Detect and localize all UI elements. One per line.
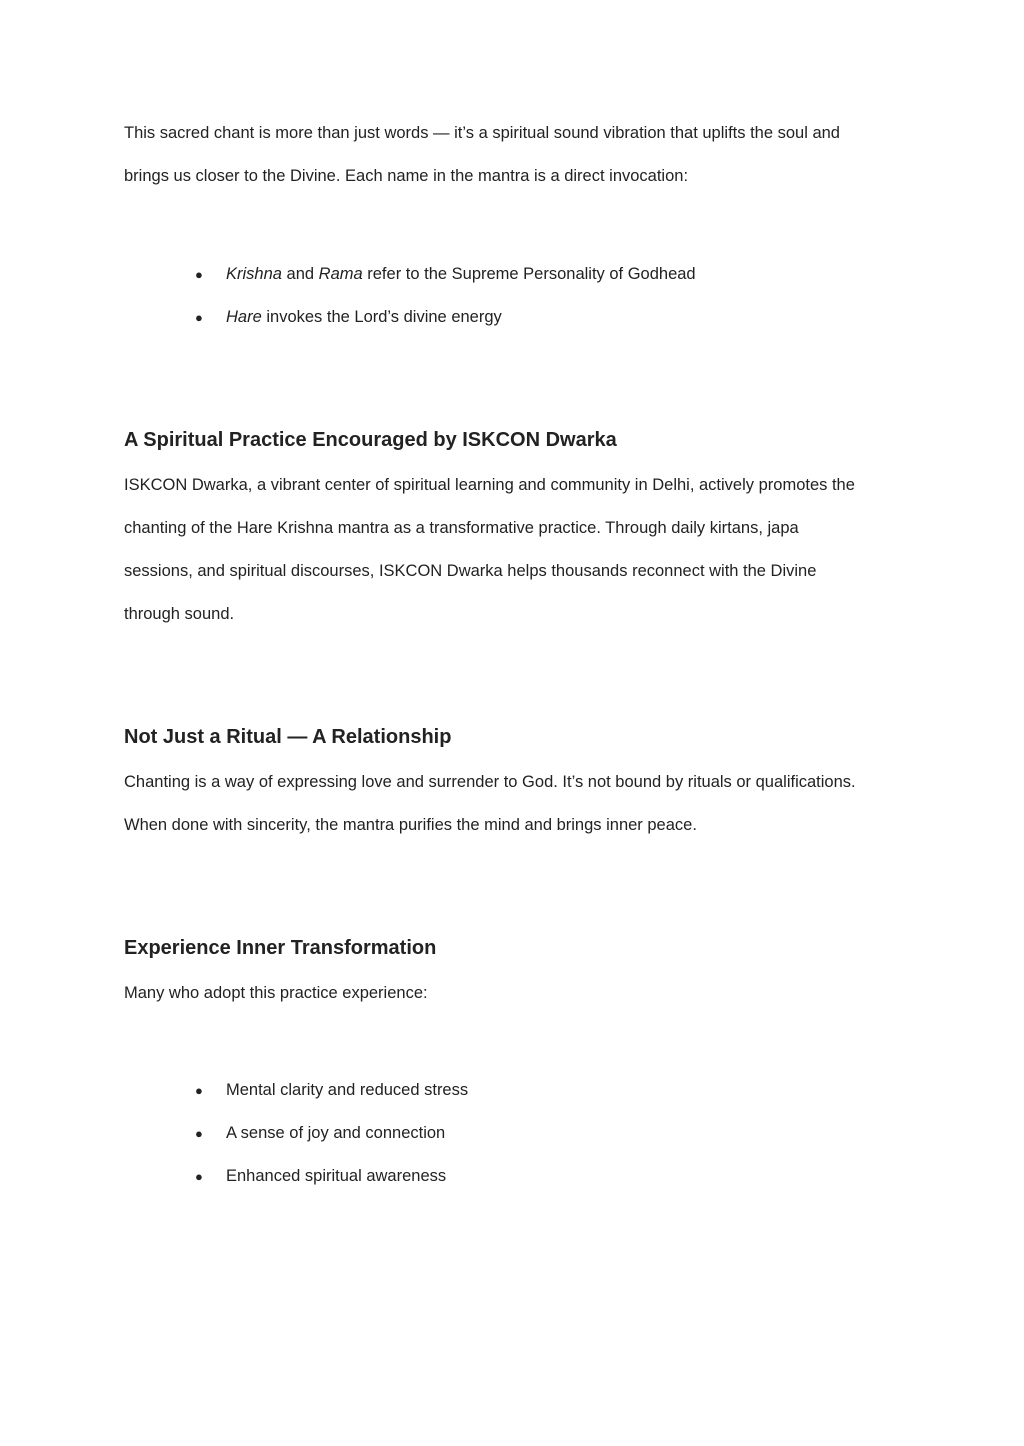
name-rama: Rama (318, 265, 363, 283)
paragraph-line: Many who adopt this practice experience: (124, 984, 428, 1002)
paragraph-line: through sound. (124, 605, 235, 623)
paragraph-line: chanting of the Hare Krishna mantra as a transformative practice. Through daily kirtans, japa (124, 519, 799, 537)
section-heading: A Spiritual Practice Encouraged by ISKCON Dwarka (124, 429, 617, 451)
bullet-icon: ● (195, 1083, 203, 1098)
section-paragraph (124, 464, 904, 636)
section-heading: Not Just a Ritual — A Relationship (124, 726, 452, 748)
name-krishna: Krishna (226, 265, 282, 283)
document-page: This sacred chant is more than just words — it’s a spiritual sound vibration that uplifts the soul and brings us closer to the Divine. Each name in the mantra is a direct invocation: ● Krishna and Rama refer to the Supreme Personality of Godhead ● Hare invokes the Lord’s divine energy A Spiritual Practice Encouraged by ISKCON Dwarka ISKCON Dwarka, a vibrant center of spiritual learning and community in Delhi, actively promotes the chanting of the Hare Krishna mantra as a transformative practice. Through daily kirtans, japa sessions, and spiritual discourses, ISKCON Dwarka helps thousands reconnect with the Divine through sound. Not Just a Ritual — A Relationship Chanting is a way of expressing love and surrender to God. It’s not bound by rituals or qualifications. When done with sincerity, the mantra purifies the mind and brings inner peace. Experience Inner Transformation Many who adopt this practice experience: ● Mental clarity and reduced stress ● A sense of joy and connection ● Enhanced spiritual awareness (0, 0, 1024, 1446)
section-heading: Experience Inner Transformation (124, 937, 437, 959)
bullet-icon: ● (195, 310, 203, 325)
paragraph-line: Chanting is a way of expressing love and surrender to God. It’s not bound by rituals or qualifications. (124, 773, 856, 791)
paragraph-line: When done with sincerity, the mantra purifies the mind and brings inner peace. (124, 816, 697, 834)
name-hare: Hare (226, 308, 262, 326)
paragraph-line: sessions, and spiritual discourses, ISKCON Dwarka helps thousands reconnect with the Divine (124, 562, 817, 580)
bullet-icon: ● (195, 267, 203, 282)
bullet-icon: ● (195, 1169, 203, 1184)
section-paragraph (124, 761, 904, 847)
section-paragraph (124, 972, 904, 1015)
bullet-icon: ● (195, 1126, 203, 1141)
paragraph-line: ISKCON Dwarka, a vibrant center of spiritual learning and community in Delhi, actively promotes the (124, 476, 855, 494)
intro-line: brings us closer to the Divine. Each name in the mantra is a direct invocation: (124, 167, 689, 185)
intro-paragraph (124, 112, 904, 198)
intro-line: This sacred chant is more than just words — it’s a spiritual sound vibration that uplifts the soul and (124, 124, 840, 142)
